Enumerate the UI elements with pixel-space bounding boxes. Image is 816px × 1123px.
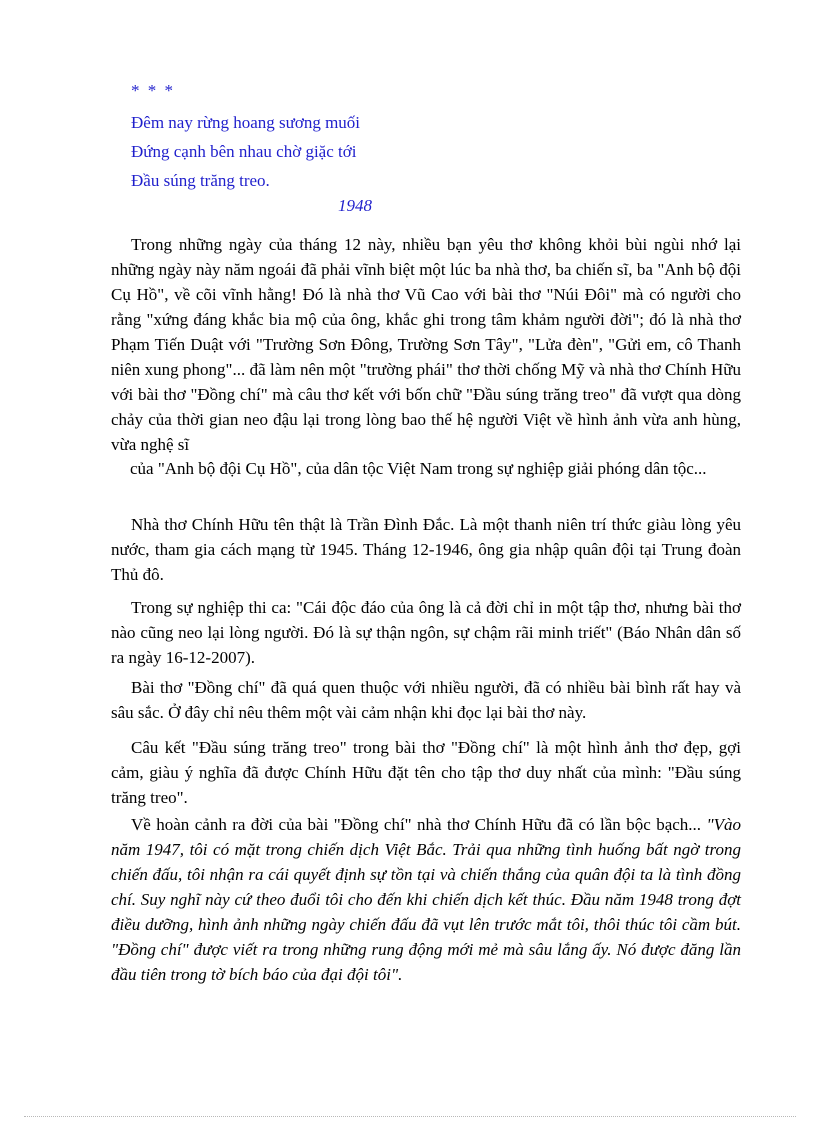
paragraph-text: Câu kết "Đầu súng trăng treo" trong bài thơ "Đồng chí" là một hình ảnh thơ đẹp, gợi cảm, giàu ý nghĩa đã được Chính Hữu đặt tên cho tập thơ duy nhất của mình: "Đầu súng trăng treo". — [111, 738, 741, 807]
paragraph-6 — [111, 735, 741, 810]
author-quote: "Vào năm 1947, tôi có mặt trong chiến dịch Việt Bắc. Trải qua những tình huống bất ngờ trong chiến đấu, tôi nhận ra cái quyết định sự tồn tại và chiến thắng của quân đội ta là tình đồng chí. Suy nghĩ này cứ theo đuổi tôi cho đến khi chiến dịch kết thúc. Đầu năm 1948 trong đợt điều dưỡng, hình ảnh những ngày chiến đấu đã vụt lên trước mắt tôi, thôi thúc tôi cầm bút. "Đồng chí" được viết ra trong những rung động mới mẻ mà sâu lắng ấy. Nó được đăng lần đầu tiên trong tờ bích báo của đại đội tôi". — [111, 815, 742, 984]
paragraph-intro: Về hoàn cảnh ra đời của bài "Đồng chí" nhà thơ Chính Hữu đã có lần bộc bạch... — [131, 815, 702, 834]
poem-separator: * * * — [131, 81, 175, 100]
paragraph-7 — [111, 812, 741, 987]
paragraph-1 — [111, 232, 741, 457]
paragraph-text: Trong những ngày của tháng 12 này, nhiều bạn yêu thơ không khỏi bùi ngùi nhớ lại những ngày này năm ngoái đã phải vĩnh biệt một lúc ba nhà thơ, ba chiến sĩ, ba "Anh bộ đội Cụ Hồ", về cõi vĩnh hằng! Đó là nhà thơ Vũ Cao với bài thơ "Núi Đôi" mà có người cho rằng "xứng đáng khắc bia mộ của ông, khắc ghi trong tâm khảm người đời"; đó là nhà thơ Phạm Tiến Duật với "Trường Sơn Đông, Trường Sơn Tây", "Lửa đèn", "Gửi em, cô Thanh niên xung phong"... đã làm nên một "trường phái" thơ thời chống Mỹ và nhà thơ Chính Hữu với bài thơ "Đồng chí" mà câu thơ kết với bốn chữ "Đầu súng trăng treo" đã vượt qua dòng chảy của thời gian neo đậu lại trong lòng bao thế hệ người Việt về hình ảnh vừa anh hùng, vừa nghệ sĩ — [111, 235, 741, 454]
poem-line-1: Đêm nay rừng hoang sương muối — [131, 113, 361, 132]
poem-line-2: Đứng cạnh bên nhau chờ giặc tới — [131, 142, 357, 161]
poem-year: 1948 — [338, 196, 372, 215]
page-bottom-divider — [24, 1116, 796, 1117]
paragraph-text: của "Anh bộ đội Cụ Hồ", của dân tộc Việt Nam trong sự nghiệp giải phóng dân tộc... — [130, 459, 707, 478]
paragraph-4 — [111, 595, 741, 670]
paragraph-5 — [111, 675, 741, 725]
paragraph-3 — [111, 512, 741, 587]
poem-line-3: Đầu súng trăng treo. — [131, 171, 270, 190]
paragraph-2 — [111, 456, 741, 481]
paragraph-text: Bài thơ "Đồng chí" đã quá quen thuộc với nhiều người, đã có nhiều bài bình rất hay và sâu sắc. Ở đây chỉ nêu thêm một vài cảm nhận khi đọc lại bài thơ này. — [111, 678, 741, 722]
paragraph-text — [111, 812, 741, 987]
poem-excerpt — [131, 82, 360, 195]
paragraph-text: Nhà thơ Chính Hữu tên thật là Trần Đình Đắc. Là một thanh niên trí thức giàu lòng yêu nước, tham gia cách mạng từ 1945. Tháng 12-1946, ông gia nhập quân đội tại Trung đoàn Thủ đô. — [111, 515, 741, 584]
paragraph-text: Trong sự nghiệp thi ca: "Cái độc đáo của ông là cả đời chỉ in một tập thơ, nhưng bài thơ nào cũng neo lại lòng người. Đó là sự thận ngôn, sự chậm rãi minh triết" (Báo Nhân dân số ra ngày 16-12-2007). — [111, 598, 741, 667]
